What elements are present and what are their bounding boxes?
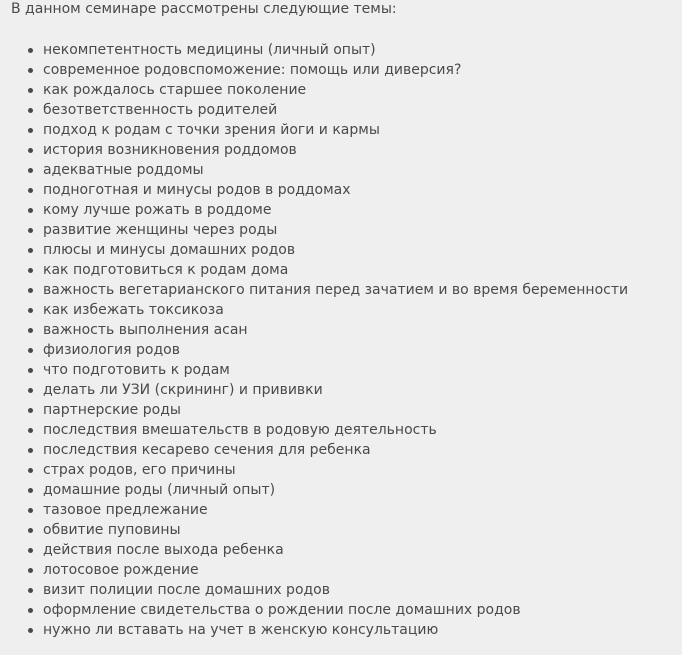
list-item: партнерские роды xyxy=(0,400,628,420)
list-item: что подготовить к родам xyxy=(0,360,628,380)
list-item: домашние роды (личный опыт) xyxy=(0,480,628,500)
list-item: последствия кесарево сечения для ребенка xyxy=(0,440,628,460)
list-item: нужно ли вставать на учет в женскую консультацию xyxy=(0,620,628,640)
list-item: лотосовое рождение xyxy=(0,560,628,580)
list-item: адекватные роддомы xyxy=(0,160,628,180)
list-item: обвитие пуповины xyxy=(0,520,628,540)
list-item: некомпетентность медицины (личный опыт) xyxy=(0,40,628,60)
list-item: физиология родов xyxy=(0,340,628,360)
list-item: действия после выхода ребенка xyxy=(0,540,628,560)
list-item: оформление свидетельства о рождении после домашних родов xyxy=(0,600,628,620)
intro-text: В данном семинаре рассмотрены следующие темы: xyxy=(11,1,397,17)
list-item: подход к родам с точки зрения йоги и кармы xyxy=(0,120,628,140)
list-item: развитие женщины через роды xyxy=(0,220,628,240)
list-item: как рождалось старшее поколение xyxy=(0,80,628,100)
topics-list xyxy=(0,40,628,640)
list-item: важность выполнения асан xyxy=(0,320,628,340)
list-item: страх родов, его причины xyxy=(0,460,628,480)
list-item: визит полиции после домашних родов xyxy=(0,580,628,600)
list-item: как избежать токсикоза xyxy=(0,300,628,320)
list-item: кому лучше рожать в роддоме xyxy=(0,200,628,220)
list-item: история возникновения роддомов xyxy=(0,140,628,160)
list-item: подноготная и минусы родов в роддомах xyxy=(0,180,628,200)
list-item: делать ли УЗИ (скрининг) и прививки xyxy=(0,380,628,400)
list-item: современное родовспоможение: помощь или диверсия? xyxy=(0,60,628,80)
list-item: как подготовиться к родам дома xyxy=(0,260,628,280)
list-item: плюсы и минусы домашних родов xyxy=(0,240,628,260)
list-item: последствия вмешательств в родовую деятельность xyxy=(0,420,628,440)
list-item: важность вегетарианского питания перед зачатием и во время беременности xyxy=(0,280,628,300)
list-item: безответственность родителей xyxy=(0,100,628,120)
list-item: тазовое предлежание xyxy=(0,500,628,520)
